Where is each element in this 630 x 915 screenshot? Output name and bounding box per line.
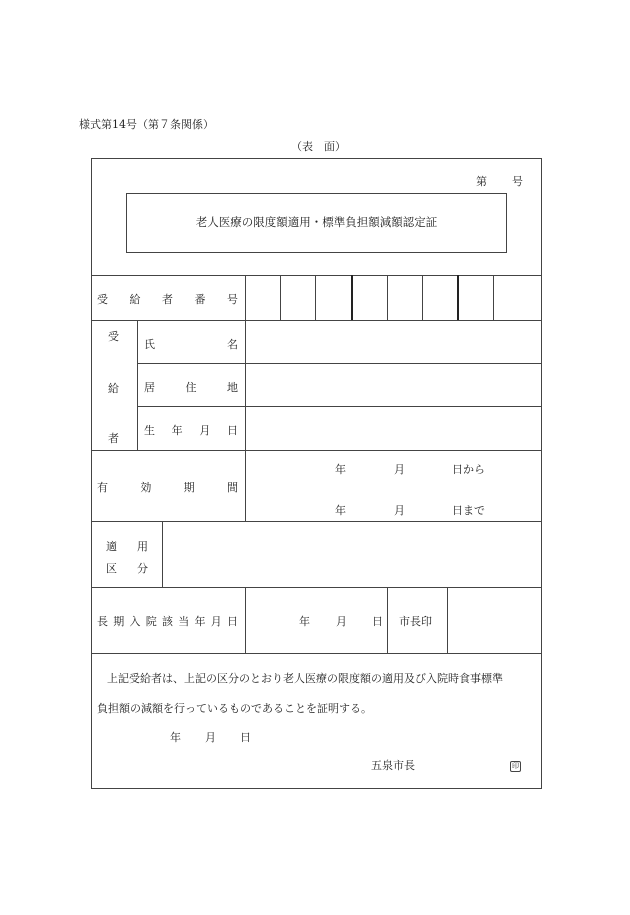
seal-mark-icon: 印 <box>512 762 519 770</box>
validity-to-day: 日まで <box>452 504 485 517</box>
long-hosp-day: 日 <box>372 615 383 628</box>
row-rule <box>91 275 542 276</box>
address-label: 居 住 地 <box>144 381 238 394</box>
digit-cell-rule <box>457 275 459 320</box>
validity-to-month: 月 <box>394 504 405 517</box>
category-label-line2: 区 分 <box>106 562 148 575</box>
long-hosp-year: 年 <box>299 615 310 628</box>
row-rule <box>91 450 542 451</box>
digit-cell-rule <box>351 275 353 320</box>
row-rule <box>137 406 542 407</box>
digit-cell-rule <box>422 275 423 320</box>
col-rule <box>137 320 138 450</box>
side-label: （表 面） <box>291 140 346 153</box>
recipient-label-1: 受 <box>108 330 119 343</box>
row-rule <box>91 521 542 522</box>
recipient-number-label: 受 給 者 番 号 <box>97 293 238 306</box>
birthdate-label: 生 年 月 日 <box>144 424 238 437</box>
recipient-label-2: 給 <box>108 382 119 395</box>
cert-number-dai: 第 <box>476 175 487 188</box>
long-hosp-month: 月 <box>336 615 347 628</box>
row-rule <box>91 653 542 654</box>
mayor-seal-label: 市長印 <box>399 615 432 628</box>
recipient-label-3: 者 <box>108 432 119 445</box>
issue-month: 月 <box>205 731 216 744</box>
col-rule <box>447 587 448 653</box>
seal-mark <box>510 758 521 772</box>
cert-number-go: 号 <box>512 175 523 188</box>
validity-from-month: 月 <box>394 463 405 476</box>
cert-text-line2: 負担額の減額を行っているものであることを証明する。 <box>97 702 372 715</box>
name-label: 氏 名 <box>144 338 238 351</box>
validity-from-year: 年 <box>335 463 346 476</box>
row-rule <box>137 363 542 364</box>
digit-cell-rule <box>493 275 494 320</box>
form-number: 様式第14号（第７条関係） <box>79 118 214 131</box>
cert-number <box>476 173 523 189</box>
digit-cell-rule <box>280 275 281 320</box>
digit-cell-rule <box>387 275 388 320</box>
validity-label: 有 効 期 間 <box>97 481 238 494</box>
validity-to-year: 年 <box>335 504 346 517</box>
digit-cell-rule <box>315 275 316 320</box>
col-rule <box>245 587 246 653</box>
validity-from-day: 日から <box>452 463 485 476</box>
category-label-line1: 適 用 <box>106 540 148 553</box>
long-hosp-label: 長 期 入 院 該 当 年 月 日 <box>97 615 238 628</box>
issue-year: 年 <box>170 731 181 744</box>
mayor-name: 五泉市長 <box>371 759 415 772</box>
col-rule <box>387 587 388 653</box>
row-rule <box>91 320 542 321</box>
issue-day: 日 <box>240 731 251 744</box>
certificate-title: 老人医療の限度額適用・標準負担額減額認定証 <box>195 215 438 229</box>
row-rule <box>91 587 542 588</box>
col-rule <box>245 275 246 521</box>
col-rule <box>162 521 163 587</box>
cert-text-line1: 上記受給者は、上記の区分のとおり老人医療の限度額の適用及び入院時食事標準 <box>107 672 503 685</box>
